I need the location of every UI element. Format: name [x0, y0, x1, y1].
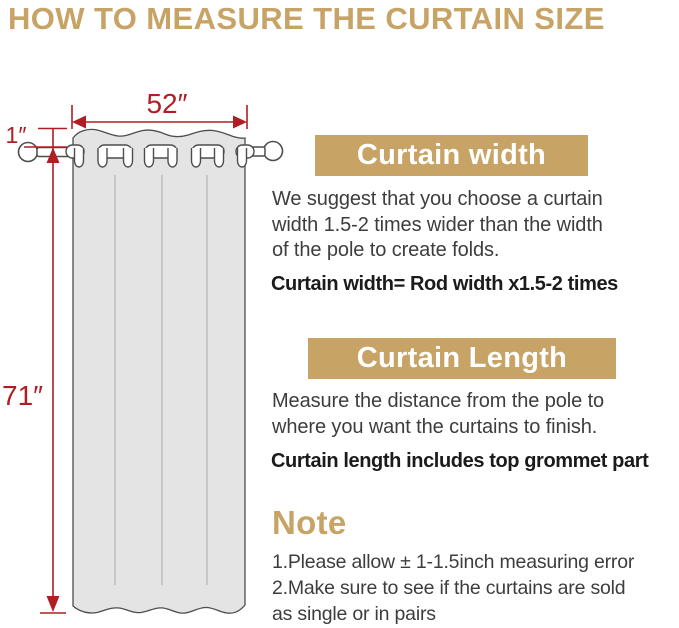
rod-finial-right-icon	[264, 142, 283, 161]
arrowhead-down-icon	[47, 596, 60, 612]
note-list	[272, 549, 634, 627]
grommet-loop	[238, 148, 247, 167]
grommet-loop	[75, 148, 84, 167]
arrowhead-right-icon	[233, 116, 247, 129]
curtain-measure-diagram	[0, 85, 300, 628]
width-dimension-label: 52″	[146, 88, 188, 119]
body-line: of the pole to create folds.	[272, 239, 500, 261]
width-dimension	[72, 88, 247, 129]
curtain-body	[73, 129, 245, 613]
grommet-loop	[192, 148, 201, 167]
grommet-loop	[168, 148, 177, 167]
curtain-width-body	[272, 187, 603, 264]
length-dimension-label: 71″	[2, 380, 44, 411]
arrowhead-left-icon	[72, 116, 86, 129]
grommet-loop	[215, 148, 224, 167]
curtain-length-formula: Curtain length includes top grommet part	[271, 450, 649, 472]
curtain-length-body	[272, 389, 604, 440]
page-title: HOW TO MEASURE THE CURTAIN SIZE	[8, 1, 605, 36]
curtain-width-heading: Curtain width	[315, 135, 588, 176]
note-line: as single or in pairs	[272, 603, 436, 625]
body-line: where you want the curtains to finish.	[272, 415, 598, 438]
note-heading: Note	[272, 504, 347, 541]
grommet-loop	[145, 148, 154, 167]
grommet-loop	[124, 148, 133, 167]
body-line: We suggest that you choose a curtain	[272, 188, 603, 210]
curtain-width-formula: Curtain width= Rod width x1.5-2 times	[271, 273, 618, 295]
grommet-height-label: 1″	[5, 122, 27, 148]
body-line: Measure the distance from the pole to	[272, 390, 605, 412]
note-line: 2.Make sure to see if the curtains are sold	[272, 577, 626, 599]
note-line: 1.Please allow ± 1-1.5inch measuring error	[272, 551, 635, 573]
curtain-length-heading: Curtain Length	[308, 338, 616, 379]
body-line: width 1.5-2 times wider than the width	[272, 213, 603, 236]
length-dimension	[2, 129, 66, 613]
grommet-loop	[98, 148, 107, 167]
